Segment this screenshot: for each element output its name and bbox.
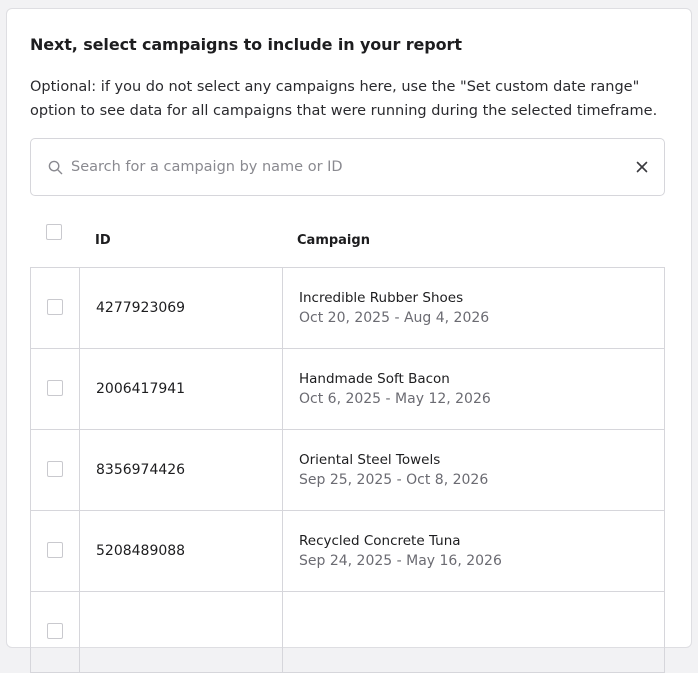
campaign-cell: [283, 268, 664, 348]
row-checkbox[interactable]: [47, 380, 63, 396]
campaign-id: 2006417941: [96, 381, 186, 397]
row-checkbox[interactable]: [47, 299, 63, 315]
campaign-date-range: Sep 25, 2025 - Oct 8, 2026: [299, 472, 489, 488]
row-select-cell: [31, 349, 80, 429]
campaign-cell: [283, 592, 664, 672]
table-row[interactable]: [31, 592, 664, 673]
table-row[interactable]: [31, 430, 664, 511]
campaign-id: 5208489088: [96, 543, 186, 559]
column-header-id[interactable]: ID: [95, 233, 111, 248]
campaign-selection-card: [6, 8, 692, 648]
table-body: [30, 267, 665, 673]
campaign-id: 4277923069: [96, 300, 186, 316]
campaign-date-range: Oct 6, 2025 - May 12, 2026: [299, 391, 491, 407]
campaign-date-range: Oct 20, 2025 - Aug 4, 2026: [299, 310, 490, 326]
campaign-id-cell: [80, 592, 283, 672]
campaign-cell: [283, 349, 664, 429]
campaign-name: Oriental Steel Towels: [299, 452, 441, 468]
campaign-id-cell: [80, 430, 283, 510]
column-header-campaign[interactable]: Campaign: [297, 233, 370, 248]
campaign-cell: [283, 511, 664, 591]
table-header: [30, 207, 665, 267]
campaign-id-cell: [80, 268, 283, 348]
row-checkbox[interactable]: [47, 461, 63, 477]
section-description: Optional: if you do not select any campaigns here, use the "Set custom date range" option to see data for all campaigns that were running during the selected timeframe.: [30, 79, 658, 119]
campaign-cell: [283, 430, 664, 510]
table-row[interactable]: [31, 268, 664, 349]
search-icon: [48, 160, 63, 175]
close-icon[interactable]: [635, 160, 649, 174]
table-row[interactable]: [31, 349, 664, 430]
campaign-id: 8356974426: [96, 462, 186, 478]
table-row[interactable]: [31, 511, 664, 592]
campaign-id-cell: [80, 349, 283, 429]
row-select-cell: [31, 268, 80, 348]
row-select-cell: [31, 511, 80, 591]
section-heading: Next, select campaigns to include in your report: [30, 35, 462, 54]
campaign-search-input[interactable]: [71, 153, 611, 181]
row-checkbox[interactable]: [47, 542, 63, 558]
campaign-id-cell: [80, 511, 283, 591]
campaign-name: Recycled Concrete Tuna: [299, 533, 461, 549]
campaign-name: Incredible Rubber Shoes: [299, 290, 464, 306]
campaign-search-box[interactable]: [30, 138, 665, 196]
row-select-cell: [31, 592, 80, 672]
campaign-name: Handmade Soft Bacon: [299, 371, 450, 387]
select-all-checkbox[interactable]: [46, 224, 62, 240]
row-checkbox[interactable]: [47, 623, 63, 639]
campaign-table: [30, 207, 665, 673]
row-select-cell: [31, 430, 80, 510]
campaign-date-range: Sep 24, 2025 - May 16, 2026: [299, 553, 502, 569]
